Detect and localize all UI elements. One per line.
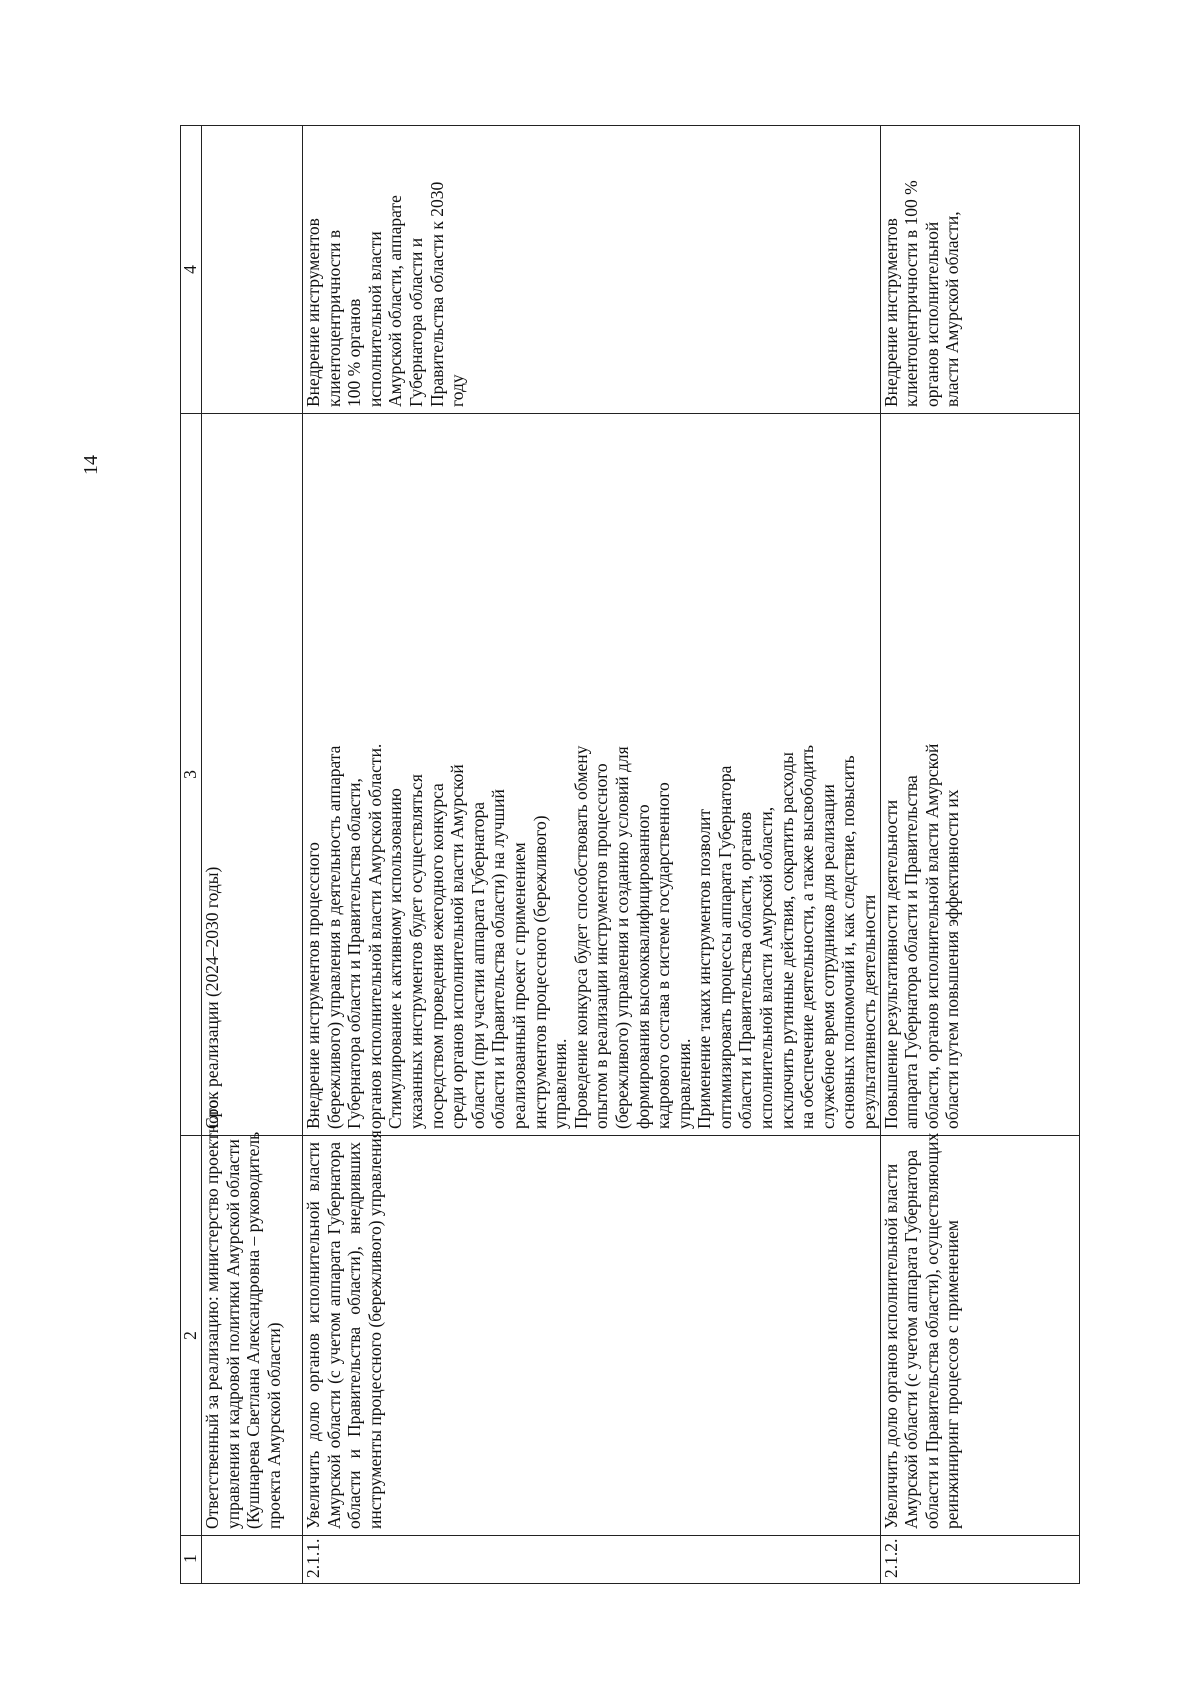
text-line: служебное время сотрудников для реализации	[817, 784, 838, 1129]
text-line: оптимизировать процессы аппарата Губернатора	[714, 765, 735, 1129]
implementation-period: Срок реализации (2024–2030 годы)	[202, 414, 303, 1136]
text-line: Амурской области (с учетом аппарата Губернатора	[323, 1142, 344, 1529]
text-line: области и Правительства области), осуществляющих	[921, 1132, 942, 1529]
text-line: инструменты процессного (бережливого) управления	[364, 1130, 385, 1529]
rotated-table-sheet	[180, 126, 1080, 1584]
text-line: органов исполнительной власти Амурской области.	[364, 743, 385, 1129]
text-line: 100 % органов	[344, 298, 365, 407]
page-number: 14	[80, 455, 102, 475]
text-line: области путем повышения эффективности их	[942, 789, 963, 1129]
goal-cell	[303, 1130, 881, 1536]
column-header-3: 3	[181, 414, 202, 1136]
text-line: клиентоцентричности в 100 %	[901, 180, 922, 407]
table-row	[880, 126, 1079, 1584]
column-header-2: 2	[181, 1136, 202, 1536]
description-text	[303, 420, 880, 1129]
goal-cell	[880, 1132, 1079, 1536]
text-line: аппарата Губернатора области и Правительства	[901, 775, 922, 1129]
text-line: Губернатора области и Правительства области,	[344, 778, 365, 1129]
row-number: 2.1.1.	[303, 1536, 881, 1584]
text-line: области, органов исполнительной власти Амурской	[921, 743, 942, 1129]
strategy-table	[180, 125, 1080, 1584]
text-line: (Кушнарева Светлана Александровна – руководитель	[243, 1131, 264, 1529]
text-line: основных полномочий и, как следствие, повысить	[838, 755, 859, 1129]
text-line: среди органов исполнительной власти Амурской	[447, 764, 468, 1129]
text-line: области и Правительства области, органов	[735, 811, 756, 1129]
responsible-cell	[202, 1099, 303, 1536]
text-line: формирования высококвалифицированного	[632, 804, 653, 1129]
text-line: (бережливого) управления и созданию условий для	[611, 746, 632, 1129]
text-line: проекта Амурской области)	[263, 1322, 284, 1529]
text-line: Амурской области (с учетом аппарата Губернатора	[901, 1149, 922, 1529]
result-cell	[303, 126, 881, 414]
responsible-row	[202, 126, 303, 1584]
text-line: Внедрение инструментов	[880, 218, 901, 407]
goal-text	[880, 1132, 963, 1529]
text-line: области и Правительства области) на лучший	[488, 789, 509, 1129]
text-line: результативность деятельности	[859, 894, 880, 1129]
text-line: Ответственный за реализацию: министерство проектного	[202, 1099, 222, 1529]
text-line: Увеличить долю органов исполнительной власти	[880, 1163, 901, 1529]
responsible-text	[202, 1099, 284, 1529]
row-number: 2.1.2.	[880, 1536, 1079, 1584]
text-line: исключить рутинные действия, сократить расходы	[776, 752, 797, 1129]
responsible-number-cell	[202, 1536, 303, 1584]
text-line: Стимулирование к активному использованию	[385, 788, 406, 1129]
text-line: Губернатора области и	[405, 237, 426, 407]
table-row	[303, 126, 881, 1584]
text-line: области и Правительства области), внедривших	[344, 1142, 365, 1529]
result-text	[303, 132, 468, 407]
text-line: кадрового состава в системе государственного	[653, 782, 674, 1129]
result-cell	[880, 126, 1079, 414]
text-line: управления.	[673, 1038, 694, 1129]
description-cell	[303, 414, 881, 1136]
text-line: Амурской области, аппарате	[385, 195, 406, 407]
text-line: Применение таких инструментов позволит	[694, 808, 715, 1129]
text-line: году	[447, 374, 468, 407]
text-line: (бережливого) управления в деятельность аппарата	[323, 745, 344, 1129]
text-line: управления и кадровой политики Амурской области	[222, 1139, 243, 1529]
text-line: области (при участии аппарата Губернатора	[467, 801, 488, 1129]
text-line: Проведение конкурса будет способствовать обмену	[570, 745, 591, 1129]
text-line: Правительства области к 2030	[426, 181, 447, 407]
text-line: исполнительной власти Амурской области,	[756, 806, 777, 1129]
goal-text	[303, 1130, 385, 1529]
responsible-result-cell	[202, 126, 303, 414]
text-line: реинжиниринг процессов с применением	[942, 1220, 963, 1529]
text-line: Повышение результативности деятельности	[880, 799, 901, 1129]
text-line: на обеспечение деятельности, а также высвободить	[797, 745, 818, 1129]
text-line: Внедрение инструментов процессного	[303, 842, 323, 1129]
result-text	[881, 132, 963, 407]
text-line: Увеличить долю органов исполнительной власти	[303, 1142, 323, 1529]
text-line: управления.	[550, 1038, 571, 1129]
text-line: органов исполнительной	[921, 221, 942, 407]
description-cell	[880, 414, 1079, 1136]
text-line: клиентоцентричности в	[323, 229, 344, 407]
text-line: власти Амурской области,	[942, 211, 963, 407]
text-line: Внедрение инструментов	[303, 218, 323, 407]
column-header-4: 4	[181, 126, 202, 414]
column-header-1: 1	[181, 1536, 202, 1584]
description-text	[881, 420, 963, 1129]
text-line: опытом в реализации инструментов процессного	[591, 763, 612, 1129]
text-line: инструментов процессного (бережливого)	[529, 815, 550, 1129]
text-line: посредством проведения ежегодного конкурса	[426, 783, 447, 1129]
text-line: исполнительной власти	[364, 231, 385, 407]
header-row	[181, 126, 202, 1584]
text-line: указанных инструментов будет осуществляться	[405, 774, 426, 1129]
text-line: реализованный проект с применением	[508, 842, 529, 1129]
